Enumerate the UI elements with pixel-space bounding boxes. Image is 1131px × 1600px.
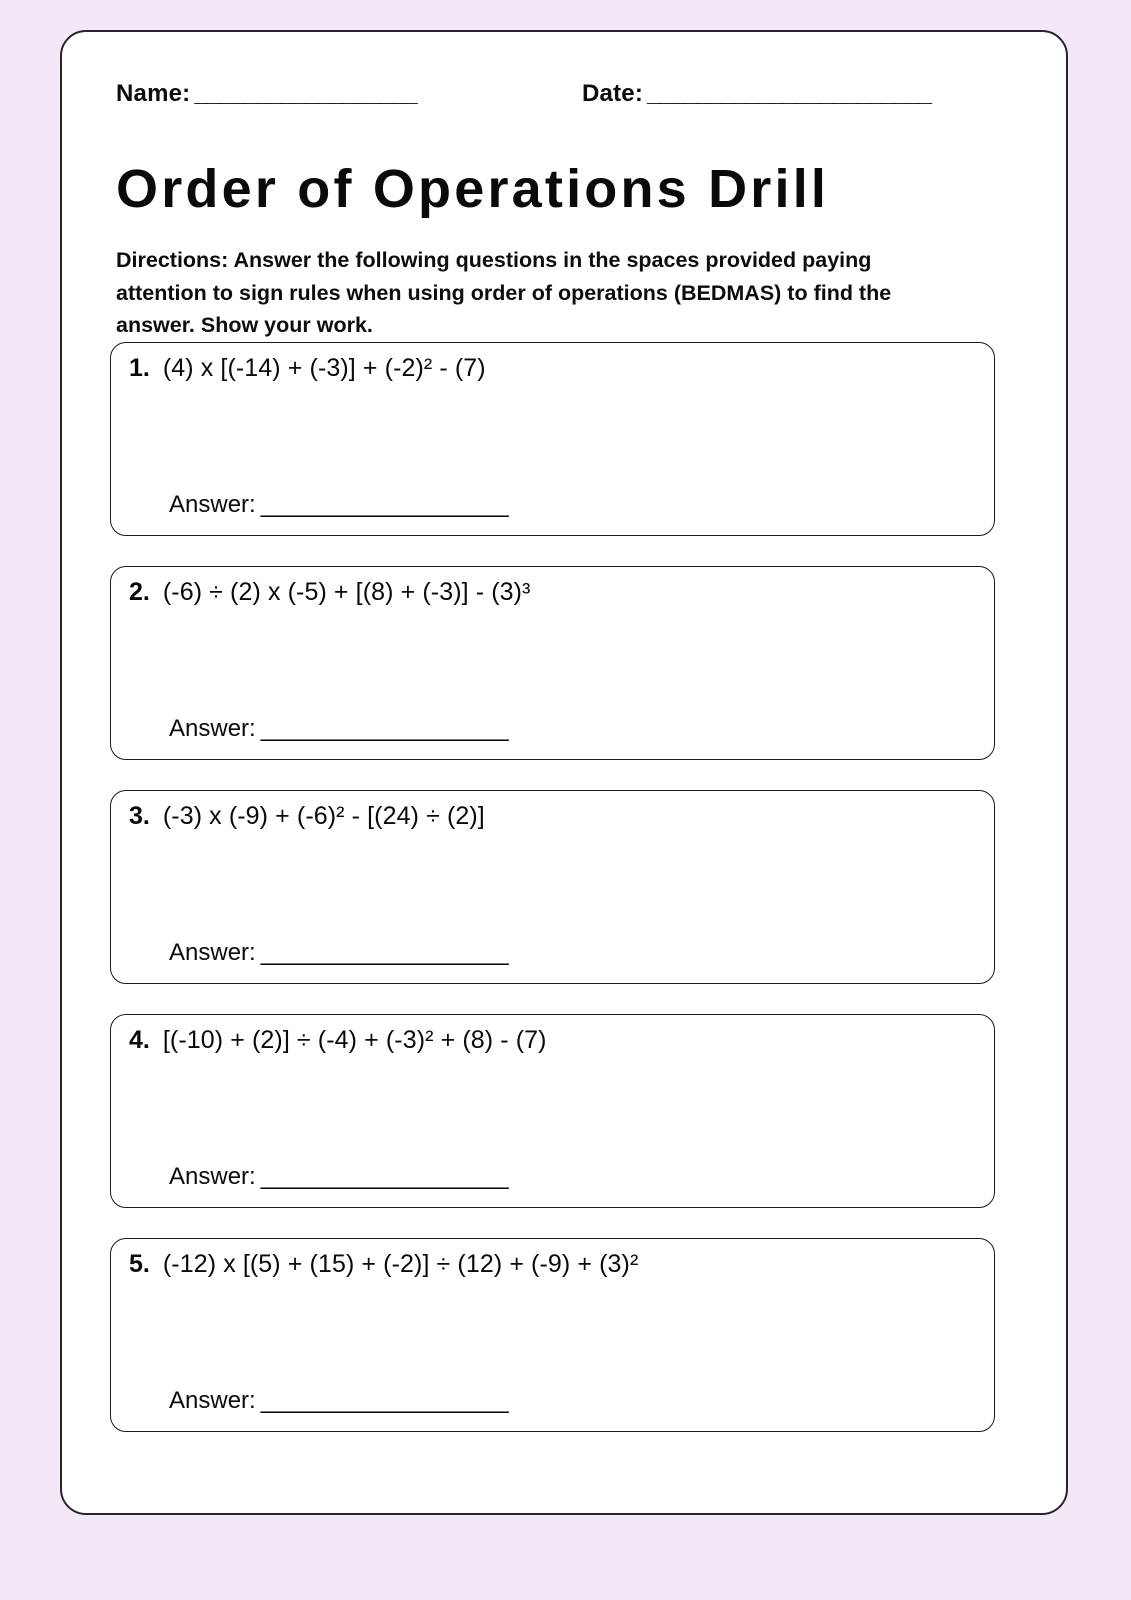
problem-number: 4.: [129, 1026, 150, 1054]
answer-blank-rule: ____________________: [260, 715, 508, 742]
problem-number: 3.: [129, 802, 150, 830]
page-title: Order of Operations Drill: [116, 159, 830, 219]
problem-statement: [129, 1026, 980, 1055]
problem-item: [110, 790, 995, 984]
name-blank-rule: __________________: [194, 80, 417, 107]
answer-line[interactable]: [169, 1163, 508, 1191]
directions-text: Directions: Answer the following questions in the spaces provided paying attention to sign rules when using order of operations (BEDMAS) to find the answer. Show your work.: [116, 248, 892, 338]
problem-item: [110, 1014, 995, 1208]
problem-number: 2.: [129, 578, 150, 606]
date-label: Date:: [582, 80, 644, 107]
answer-line[interactable]: [169, 1387, 508, 1415]
answer-label: Answer:: [169, 939, 256, 966]
problem-number: 1.: [129, 354, 150, 382]
answer-line[interactable]: [169, 715, 508, 743]
problem-statement: [129, 354, 980, 383]
answer-blank-rule: ____________________: [260, 1163, 508, 1190]
problem-statement: [129, 578, 980, 607]
problem-expression: (4) x [(-14) + (-3)] + (-2)² - (7): [162, 354, 486, 382]
problem-expression: (-3) x (-9) + (-6)² - [(24) ÷ (2)]: [162, 802, 485, 830]
problem-expression: (-12) x [(5) + (15) + (-2)] ÷ (12) + (-9) + (3)²: [162, 1250, 639, 1278]
answer-blank-rule: ____________________: [260, 491, 508, 518]
problem-item: [110, 566, 995, 760]
answer-line[interactable]: [169, 491, 508, 519]
problem-expression: (-6) ÷ (2) x (-5) + [(8) + (-3)] - (3)³: [162, 578, 531, 606]
answer-label: Answer:: [169, 1163, 256, 1190]
date-blank-rule: _______________________: [647, 80, 932, 107]
answer-label: Answer:: [169, 1387, 256, 1414]
problem-statement: [129, 802, 980, 831]
problem-number: 5.: [129, 1250, 150, 1278]
problem-list: [110, 342, 1022, 1462]
name-field[interactable]: [116, 80, 417, 108]
problem-expression: [(-10) + (2)] ÷ (-4) + (-3)² + (8) - (7): [162, 1026, 547, 1054]
answer-blank-rule: ____________________: [260, 939, 508, 966]
name-label: Name:: [116, 80, 191, 107]
worksheet-page: [60, 30, 1068, 1515]
date-field[interactable]: [582, 80, 931, 108]
answer-label: Answer:: [169, 715, 256, 742]
problem-statement: [129, 1250, 980, 1279]
student-info-header: [116, 80, 1016, 120]
answer-line[interactable]: [169, 939, 508, 967]
answer-blank-rule: ____________________: [260, 1387, 508, 1414]
problem-item: [110, 1238, 995, 1432]
problem-item: [110, 342, 995, 536]
answer-label: Answer:: [169, 491, 256, 518]
